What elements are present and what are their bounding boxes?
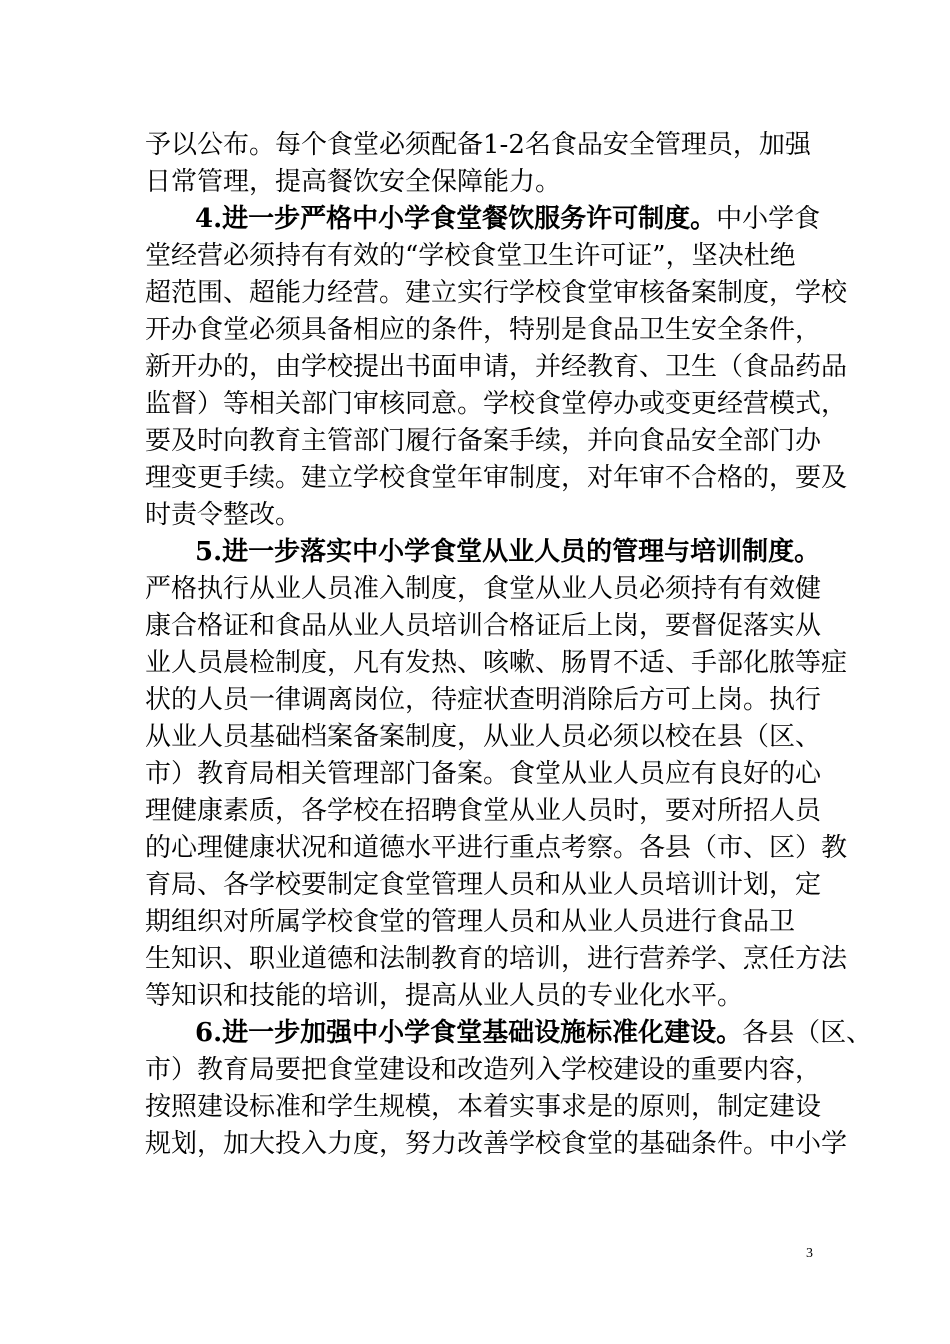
text-line: 市）教育局相关管理部门备案。食堂从业人员应有良好的心 bbox=[145, 759, 822, 789]
heading-4-text: 中小学食 bbox=[716, 204, 821, 234]
text-line: 从业人员基础档案备案制度，从业人员必须以校在县（区、 bbox=[145, 722, 822, 752]
text-line: 开办食堂必须具备相应的条件，特别是食品卫生安全条件， bbox=[145, 315, 822, 345]
text-line: 堂经营必须持有有效的“学校食堂卫生许可证”，坚决杜绝 bbox=[145, 241, 796, 271]
heading-6-title: 6.进一步加强中小学食堂基础设施标准化建设。 bbox=[195, 1018, 743, 1048]
text-line: 期组织对所属学校食堂的管理人员和从业人员进行食品卫 bbox=[145, 907, 796, 937]
text-line: 按照建设标准和学生规模，本着实事求是的原则，制定建设 bbox=[145, 1092, 822, 1122]
section-heading-4 bbox=[195, 199, 821, 239]
text-line: 市）教育局要把食堂建设和改造列入学校建设的重要内容， bbox=[145, 1055, 822, 1085]
text-line: 要及时向教育主管部门履行备案手续，并向食品安全部门办 bbox=[145, 426, 822, 456]
text-line: 理健康素质，各学校在招聘食堂从业人员时，要对所招人员 bbox=[145, 796, 822, 826]
text-line: 的心理健康状况和道德水平进行重点考察。各县（市、区）教 bbox=[145, 833, 848, 863]
text-line: 生知识、职业道德和法制教育的培训，进行营养学、烹任方法 bbox=[145, 944, 848, 974]
heading-6-text: 各县（区、 bbox=[742, 1018, 873, 1048]
text-line: 严格执行从业人员准入制度，食堂从业人员必须持有有效健 bbox=[145, 574, 822, 604]
text-line: 监督）等相关部门审核同意。学校食堂停办或变更经营模式， bbox=[145, 389, 848, 419]
text-line: 业人员晨检制度，凡有发热、咳嗽、肠胃不适、手部化脓等症 bbox=[145, 648, 848, 678]
section-heading-6 bbox=[195, 1013, 873, 1053]
text-line: 规划，加大投入力度，努力改善学校食堂的基础条件。中小学 bbox=[145, 1129, 848, 1159]
text-line: 状的人员一律调离岗位，待症状查明消除后方可上岗。执行 bbox=[145, 685, 822, 715]
text-line: 予以公布。每个食堂必须配备1-2名食品安全管理员，加强 bbox=[145, 130, 811, 160]
text-line: 康合格证和食品从业人员培训合格证后上岗，要督促落实从 bbox=[145, 611, 822, 641]
text-line: 新开办的，由学校提出书面申请，并经教育、卫生（食品药品 bbox=[145, 352, 848, 382]
text-line: 日常管理，提高餐饮安全保障能力。 bbox=[145, 167, 562, 197]
text-line: 超范围、超能力经营。建立实行学校食堂审核备案制度，学校 bbox=[145, 278, 848, 308]
heading-5-title: 5.进一步落实中小学食堂从业人员的管理与培训制度。 bbox=[195, 537, 821, 567]
heading-4-title: 4.进一步严格中小学食堂餐饮服务许可制度。 bbox=[195, 204, 717, 234]
section-heading-5 bbox=[195, 532, 821, 572]
text-line: 理变更手续。建立学校食堂年审制度，对年审不合格的，要及 bbox=[145, 463, 848, 493]
text-line: 等知识和技能的培训，提高从业人员的专业化水平。 bbox=[145, 981, 744, 1011]
text-line: 时责令整改。 bbox=[145, 500, 302, 530]
text-line: 育局、各学校要制定食堂管理人员和从业人员培训计划，定 bbox=[145, 870, 822, 900]
page-number: 3 bbox=[806, 1246, 813, 1261]
